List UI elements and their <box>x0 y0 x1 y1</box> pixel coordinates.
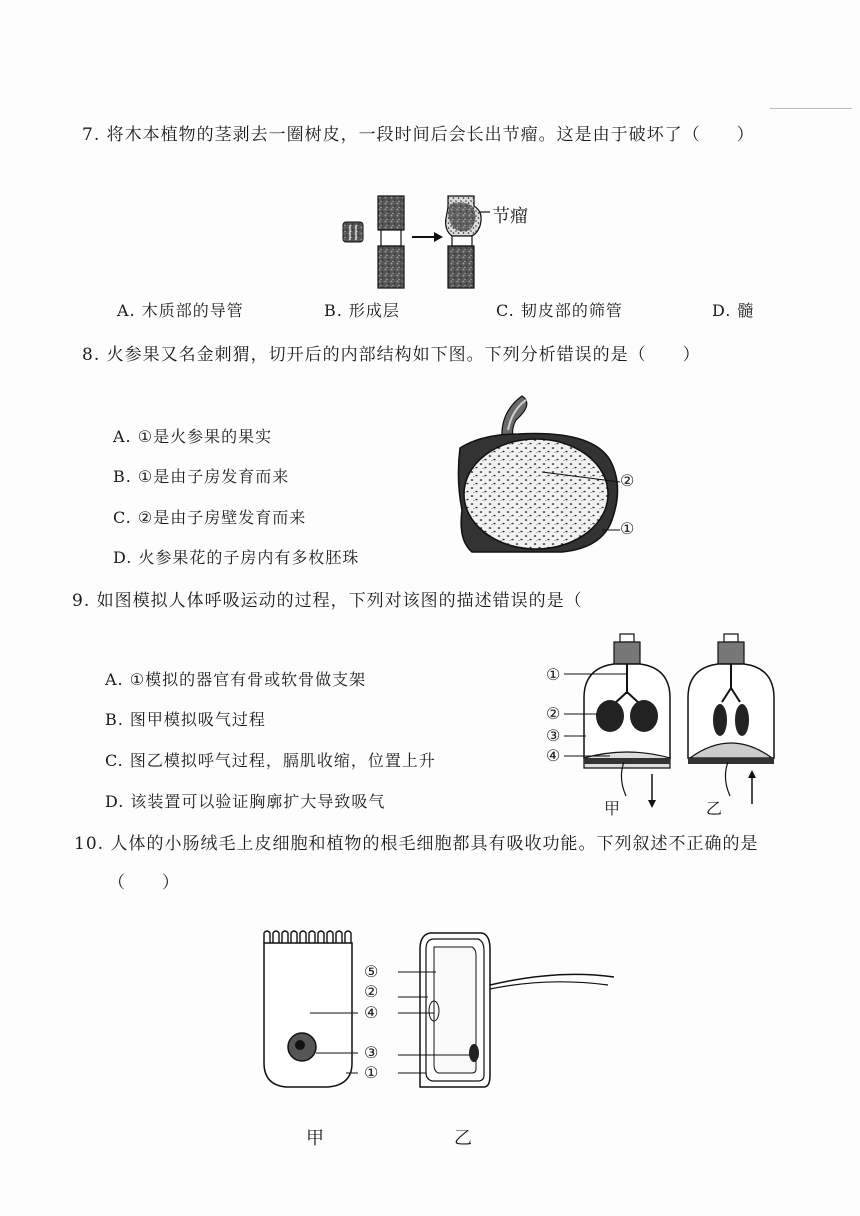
breath-label-3: ③ <box>546 726 561 745</box>
melon-label-1: ① <box>620 519 635 538</box>
question-8-text: 8. 火参果又名金刺猬，切开后的内部结构如下图。下列分析错误的是（ ） <box>82 345 701 365</box>
breath-label-1: ① <box>546 665 561 684</box>
cell-label-1: ① <box>364 1063 379 1082</box>
q7-option-c: C. 韧皮部的筛管 <box>496 301 623 320</box>
breathing-model-figure <box>540 628 790 818</box>
question-10-bracket: （ ） <box>108 873 180 893</box>
q8-option-c: C. ②是由子房壁发育而来 <box>113 508 307 527</box>
cell-label-5: ⑤ <box>364 962 379 981</box>
q9-option-a: A. ①模拟的器官有骨或软骨做支架 <box>105 670 367 689</box>
q8-option-a: A. ①是火参果的果实 <box>113 427 273 446</box>
cell-label-jia: 甲 <box>306 1128 324 1149</box>
q9-option-c: C. 图乙模拟呼气过程，膈肌收缩，位置上升 <box>105 751 436 770</box>
q8-option-b: B. ①是由子房发育而来 <box>113 467 290 486</box>
question-7-text: 7. 将木本植物的茎剥去一圈树皮，一段时间后会长出节瘤。这是由于破坏了（ ） <box>82 125 755 145</box>
question-10-text: 10. 人体的小肠绒毛上皮细胞和植物的根毛细胞都具有吸收功能。下列叙述不正确的是 <box>74 834 759 854</box>
breath-label-4: ④ <box>546 746 561 765</box>
q7-option-a: A. 木质部的导管 <box>117 301 244 320</box>
q9-option-b: B. 图甲模拟吸气过程 <box>105 710 266 729</box>
cell-label-3: ③ <box>364 1043 379 1062</box>
melon-label-2: ② <box>620 471 635 490</box>
breath-label-yi: 乙 <box>706 799 723 818</box>
nodule-label: 节瘤 <box>492 206 528 227</box>
breath-label-2: ② <box>546 704 561 723</box>
cell-label-2: ② <box>364 982 379 1001</box>
q9-option-d: D. 该装置可以验证胸廓扩大导致吸气 <box>105 792 386 811</box>
cell-label-4: ④ <box>364 1003 379 1022</box>
cell-label-yi: 乙 <box>454 1128 472 1149</box>
q7-option-b: B. 形成层 <box>324 301 400 320</box>
page-edge-line <box>770 108 852 109</box>
breath-label-jia: 甲 <box>604 799 621 818</box>
q7-option-d: D. 髓 <box>712 301 755 320</box>
q8-option-d: D. 火参果花的子房内有多枚胚珠 <box>113 548 360 567</box>
cell-comparison-figure <box>258 925 628 1125</box>
question-9-text: 9. 如图模拟人体呼吸运动的过程，下列对该图的描述错误的是（ <box>72 591 583 611</box>
